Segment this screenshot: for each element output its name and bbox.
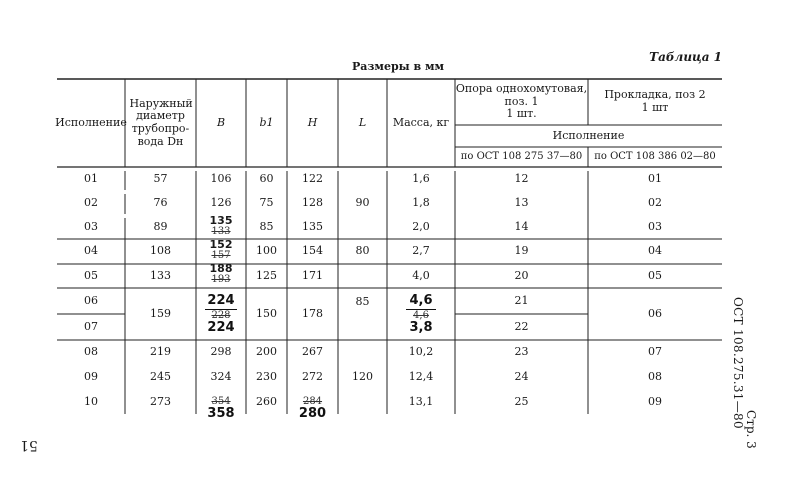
L-rows-05-07: 85 <box>355 294 370 308</box>
row04-H: 154 <box>302 244 323 258</box>
row01-d: 57 <box>153 171 168 185</box>
rows-06-07-ost2: 06 <box>648 306 662 320</box>
row03-isp: 03 <box>84 219 98 233</box>
row10-b1: 260 <box>256 394 277 408</box>
L-rows-08-10: 120 <box>352 369 373 383</box>
row07-isp: 07 <box>84 319 98 333</box>
row03-H: 135 <box>302 219 323 233</box>
row05-b1: 125 <box>256 268 277 282</box>
header-ost1: по ОСТ 108 275 37—80 <box>460 151 583 163</box>
row03-d: 89 <box>153 219 168 233</box>
row10-H <box>287 394 338 424</box>
row08-H: 267 <box>302 345 323 359</box>
row02-d: 76 <box>153 195 168 209</box>
row03-ost1: 14 <box>514 219 529 233</box>
rows-06-07-d: 159 <box>150 306 171 320</box>
row05-B-old: 193 <box>211 274 231 286</box>
row03-massa: 2,0 <box>412 219 430 233</box>
row05-ost2: 05 <box>648 268 662 282</box>
row04-ost2: 04 <box>648 244 662 258</box>
row03-b1: 85 <box>259 219 274 233</box>
row10-B-old: 354 <box>211 395 231 407</box>
row08-massa: 10,2 <box>408 345 434 359</box>
side-page-number: Стр. 3 <box>744 410 758 449</box>
row10-H-old: 284 <box>302 395 323 407</box>
row03-B-new: 135 <box>209 213 233 227</box>
row07-massa-new: 3,8 <box>409 320 433 336</box>
header-massa: Масса, кг <box>392 115 450 129</box>
header-ispolnenie-sub: Исполнение <box>552 128 625 142</box>
row08-d: 219 <box>150 345 171 359</box>
row10-H-new: 280 <box>298 406 327 422</box>
row05-B-new: 188 <box>209 262 233 276</box>
row10-d: 273 <box>150 394 171 408</box>
row01-b1: 60 <box>259 171 274 185</box>
row07-massa-old: 4,6 <box>413 309 429 321</box>
header-prokladka: Прокладка, поз 2 1 шт <box>604 88 706 114</box>
L-rows-01-03: 90 <box>355 195 370 209</box>
header-diameter: Наружный диаметр трубопро-вода Dн <box>129 96 193 148</box>
row08-ost2: 07 <box>648 345 662 359</box>
row01-massa: 1,6 <box>412 171 430 185</box>
row02-isp: 02 <box>84 195 98 209</box>
row02-H: 128 <box>302 195 323 209</box>
row10-ost2: 09 <box>648 394 662 408</box>
header-ispolnenie: Исполнение <box>55 115 127 129</box>
row04-B-old: 157 <box>211 250 231 262</box>
row08-ost1: 23 <box>514 345 529 359</box>
row04-d: 108 <box>150 244 171 258</box>
row05-massa: 4,0 <box>412 268 430 282</box>
row05-isp: 05 <box>84 268 98 282</box>
row03-B-old: 133 <box>211 225 231 237</box>
row06-massa-new: 4,6 <box>406 294 435 310</box>
rows-06-07-B-new-top: 224 <box>207 292 235 308</box>
row08-isp: 08 <box>84 345 98 359</box>
page-number: 51 <box>20 437 38 453</box>
standard-code: ОСТ 108.275.31—80 <box>731 297 745 429</box>
row09-ost1: 24 <box>514 370 529 384</box>
rows-06-07-H: 178 <box>302 306 323 320</box>
L-row-04: 80 <box>355 244 370 258</box>
row04-b1: 100 <box>256 244 277 258</box>
row09-ost2: 08 <box>648 370 662 384</box>
table-title: Таблица 1 <box>649 50 722 64</box>
row02-ost2: 02 <box>648 195 662 209</box>
row09-isp: 09 <box>84 370 98 384</box>
row01-H: 122 <box>302 171 323 185</box>
row02-ost1: 13 <box>514 195 529 209</box>
row08-b1: 200 <box>256 345 277 359</box>
row10-massa: 13,1 <box>408 394 434 408</box>
row09-massa: 12,4 <box>408 370 434 384</box>
row06-isp: 06 <box>84 293 98 307</box>
rows-06-07-B-new-bottom: 224 <box>207 320 235 336</box>
row09-d: 245 <box>150 370 171 384</box>
row04-massa: 2,7 <box>412 244 430 258</box>
row05-ost1: 20 <box>514 268 529 282</box>
row04-ost1: 19 <box>514 244 529 258</box>
header-H: H <box>307 115 318 129</box>
row08-B: 298 <box>210 345 232 359</box>
row01-B: 106 <box>210 171 232 185</box>
header-b1: b1 <box>259 115 274 129</box>
row10-B <box>196 394 246 424</box>
rows-06-07-b1: 150 <box>256 306 277 320</box>
row01-isp: 01 <box>84 171 98 185</box>
row06-ost1: 21 <box>514 293 529 307</box>
row01-ost2: 01 <box>648 171 662 185</box>
row09-b1: 230 <box>256 370 277 384</box>
row05-H: 171 <box>302 268 323 282</box>
row10-ost1: 25 <box>514 394 529 408</box>
header-L: L <box>358 115 367 129</box>
row04-isp: 04 <box>84 244 98 258</box>
units-caption: Размеры в мм <box>352 60 445 73</box>
rows-06-07-B-old: 228 <box>211 309 231 321</box>
row01-ost1: 12 <box>514 171 529 185</box>
row02-b1: 75 <box>259 195 274 209</box>
row03-ost2: 03 <box>648 219 662 233</box>
row09-H: 272 <box>302 370 323 384</box>
row04-B-new: 152 <box>209 238 233 252</box>
row02-massa: 1,8 <box>412 195 430 209</box>
row02-B: 126 <box>210 195 232 209</box>
row10-B-new: 358 <box>207 406 235 422</box>
header-B: B <box>216 115 226 129</box>
row10-isp: 10 <box>84 394 98 408</box>
header-ost2: по ОСТ 108 386 02—80 <box>594 151 716 163</box>
header-opora: Опора однохомутовая, поз. 1 1 шт. <box>455 82 588 121</box>
row07-ost1: 22 <box>514 319 529 333</box>
row09-B: 324 <box>210 370 232 384</box>
row05-d: 133 <box>150 268 171 282</box>
